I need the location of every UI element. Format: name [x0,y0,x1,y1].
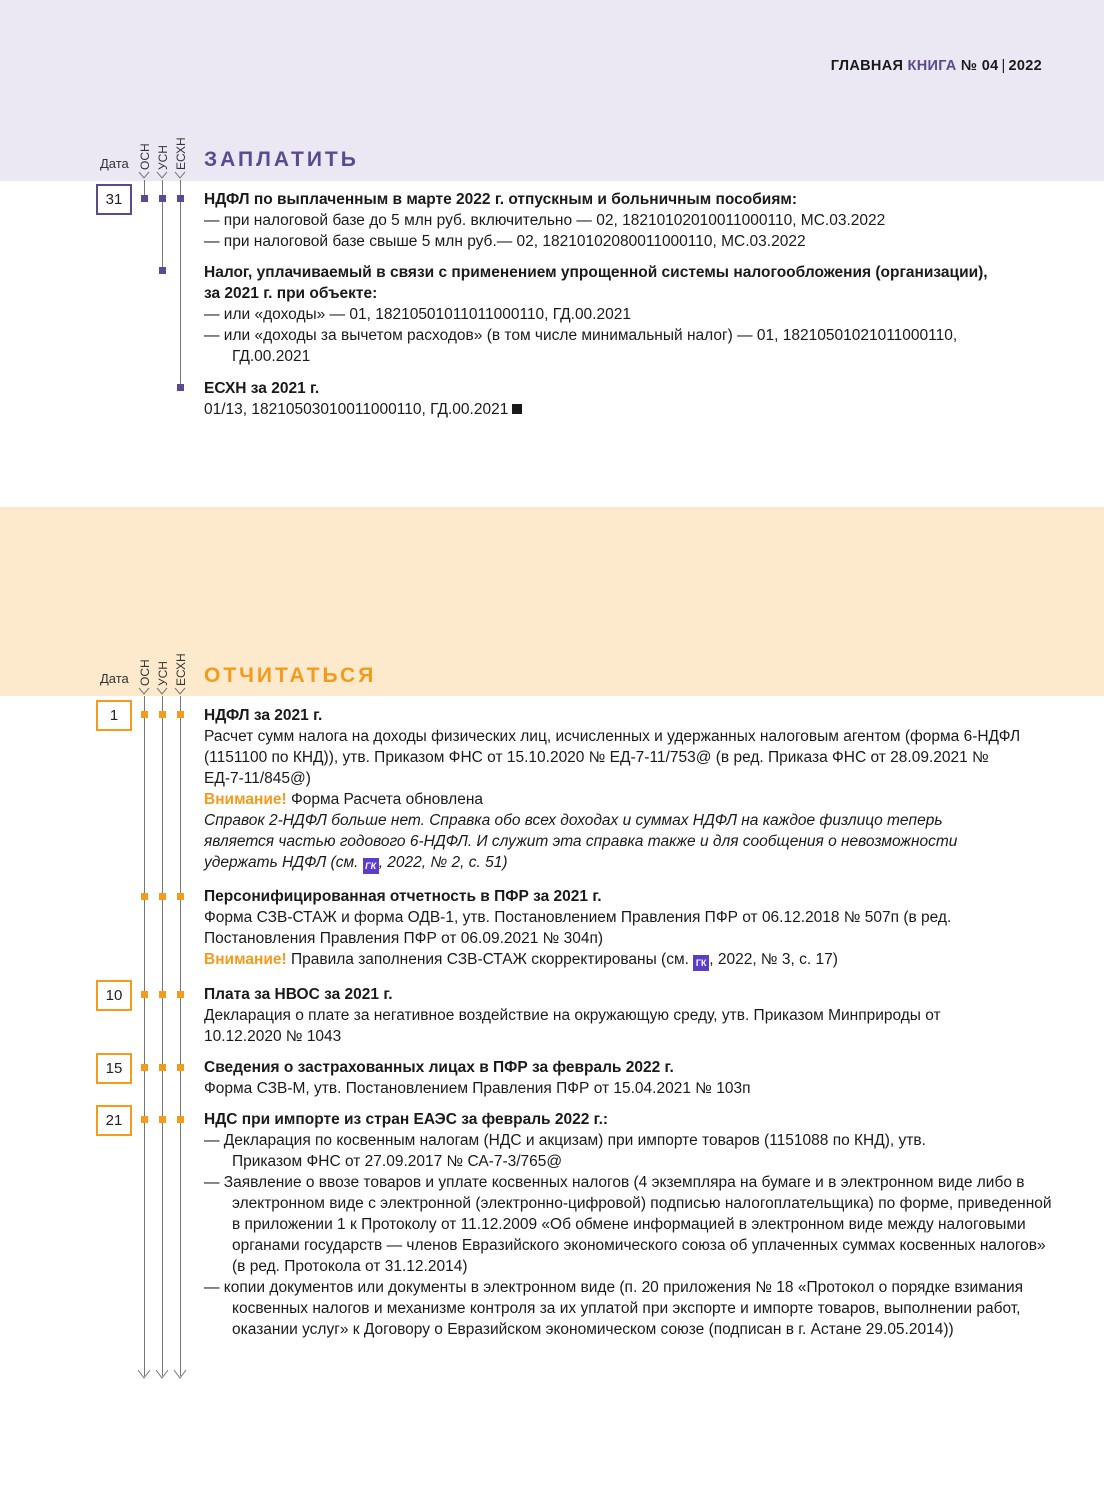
entry-line: 01/13, 18210503010011000110, ГД.00.2021 [204,401,509,418]
entry-line: — Заявление о ввозе товаров и уплате косвенных налогов (4 экземпляра на бумаге и в электронном виде либо в электронном виде с электронной (электронно-цифровой) подписью налогоплательщика) по форме, приведенной в приложении 1 к Протоколу от 11.12.2009 «Об обмене информацией в электронном виде между налоговыми органами государств — членов Евразийского экономического союза об уплаченных суммах косвенных налогов» (в ред. Протокола от 31.12.2014) [204,1174,1052,1275]
report-entry-szv-m [204,1057,1064,1099]
section-title-report: ОТЧИТАТЬСЯ [204,664,377,687]
date-box-31: 31 [96,184,132,215]
entry-heading: НДФЛ за 2021 г. [204,707,323,724]
chevron-down-icon [175,172,185,178]
arrow-down-icon [156,1370,168,1378]
osn-marker [141,1116,148,1123]
entry-heading: ЕСХН за 2021 г. [204,380,320,397]
entry-text: Форма СЗВ-СТАЖ и форма ОДВ-1, утв. Постановлением Правления ПФР от 06.12.2018 № 507п (в ред. Постановления Правления ПФР от 06.09.2021 № 304п) [204,909,952,947]
usn-marker [159,1064,166,1071]
osn-marker [141,1064,148,1071]
date-box-1: 1 [96,700,132,731]
chevron-down-icon [157,172,167,178]
chevron-down-icon [139,172,149,178]
report-entry-ndfl [204,705,1024,874]
brand-accent: КНИГА [907,58,957,74]
warning-text: Форма Расчета обновлена [286,791,484,808]
usn-marker [159,991,166,998]
chevron-down-icon [139,688,149,694]
eshn-marker [177,1116,184,1123]
entry-text: Декларация о плате за негативное воздействие на окружающую среду, утв. Приказом Минприроды от 10.12.2020 № 1043 [204,1007,941,1045]
report-entry-nds-import [204,1109,1054,1340]
column-osn-label: ОСН [138,659,152,686]
date-box-10: 10 [96,980,132,1011]
entry-line: — копии документов или документы в электронном виде (п. 20 приложения № 18 «Протокол о порядке взимания косвенных налогов и механизме контроля за их уплатой при экспорте и импорте товаров, выполнении работ, оказании услуг» к Договору о Евразийском экономическом союзе (подписан в г. Астане 29.05.2014)) [204,1279,1024,1338]
entry-text: Расчет сумм налога на доходы физических лиц, исчисленных и удержанных налоговым агентом (форма 6-НДФЛ (1151100 по КНД)), утв. Приказом ФНС от 15.10.2020 № ЕД-7-11/753@ (в ред. Приказа ФНС от 28.09.2021 № ЕД-7-11/845@) [204,728,1021,787]
column-usn-label: УСН [156,661,170,686]
chevron-down-icon [157,688,167,694]
column-date-label: Дата [100,156,129,171]
entry-heading: Налог, уплачиваемый в связи с применением упрощенной системы налогообложения (организации), [204,264,988,281]
column-usn-label: УСН [156,145,170,170]
note-text: Справок 2-НДФЛ больше нет. Справка обо всех доходах и суммах НДФЛ на каждое физлицо теперь является частью годового 6-НДФЛ. И служит эта справка также и для сообщения о невозможности удержать НДФЛ (см. [204,812,958,871]
entry-heading: Персонифицированная отчетность в ПФР за 2021 г. [204,888,602,905]
warning-label: Внимание! [204,791,287,808]
warning-text: Правила заполнения СЗВ-СТАЖ скорректированы (см. [286,951,694,968]
section-title-pay: ЗАПЛАТИТЬ [204,148,359,171]
chevron-down-icon [175,688,185,694]
date-box-21: 21 [96,1105,132,1136]
column-osn-label: ОСН [138,143,152,170]
issue-number: № 04 [960,58,999,74]
entry-line: — Декларация по косвенным налогам (НДС и акцизам) при импорте товаров (1151088 по КНД), утв. Приказом ФНС от 27.09.2017 № СА-7-3/765@ [204,1132,926,1170]
entry-line: — или «доходы» — 01, 18210501011011000110, ГД.00.2021 [204,306,631,323]
eshn-marker [177,711,184,718]
osn-marker [141,711,148,718]
entry-line: — при налоговой базе свыше 5 млн руб.— 02, 18210102080011000110, МС.03.2022 [204,233,806,250]
column-eshn-label: ЕСХН [174,653,188,686]
entry-line: — или «доходы за вычетом расходов» (в том числе минимальный налог) — 01, 18210501021011000110, ГД.00.2021 [204,327,958,365]
masthead: ГЛАВНАЯ КНИГА № 04 | 2022 [830,58,1042,74]
entry-heading: НДФЛ по выплаченным в марте 2022 г. отпускным и больничным пособиям: [204,191,797,208]
usn-marker [159,893,166,900]
entry-heading: за 2021 г. при объекте: [204,285,378,302]
osn-marker [141,991,148,998]
date-box-15: 15 [96,1053,132,1084]
eshn-marker [177,991,184,998]
warning-ref: , 2022, № 3, с. 17) [709,951,838,968]
gk-logo-icon: ГК [363,858,379,874]
report-entry-pfr [204,886,964,971]
usn-marker [159,711,166,718]
report-entry-nvos [204,984,994,1047]
gk-logo-icon: ГК [693,955,709,971]
brand-main: ГЛАВНАЯ [830,58,904,74]
issue-year: 2022 [1008,58,1042,74]
entry-heading: Плата за НВОС за 2021 г. [204,986,393,1003]
warning-label: Внимание! [204,951,287,968]
column-date-label: Дата [100,671,129,686]
eshn-marker [177,893,184,900]
entry-line: — при налоговой базе до 5 млн руб. включительно — 02, 18210102010011000110, МС.03.2022 [204,212,886,229]
arrow-down-icon [174,1370,186,1378]
entry-heading: НДС при импорте из стран ЕАЭС за февраль 2022 г.: [204,1111,609,1128]
osn-marker [141,893,148,900]
note-ref: , 2022, № 2, с. 51) [378,854,508,871]
eshn-marker [177,1064,184,1071]
entry-text: Форма СЗВ-М, утв. Постановлением Правления ПФР от 15.04.2021 № 103п [204,1080,751,1097]
usn-marker [159,1116,166,1123]
arrow-down-icon [138,1370,150,1378]
entry-heading: Сведения о застрахованных лицах в ПФР за февраль 2022 г. [204,1059,674,1076]
column-eshn-label: ЕСХН [174,137,188,170]
